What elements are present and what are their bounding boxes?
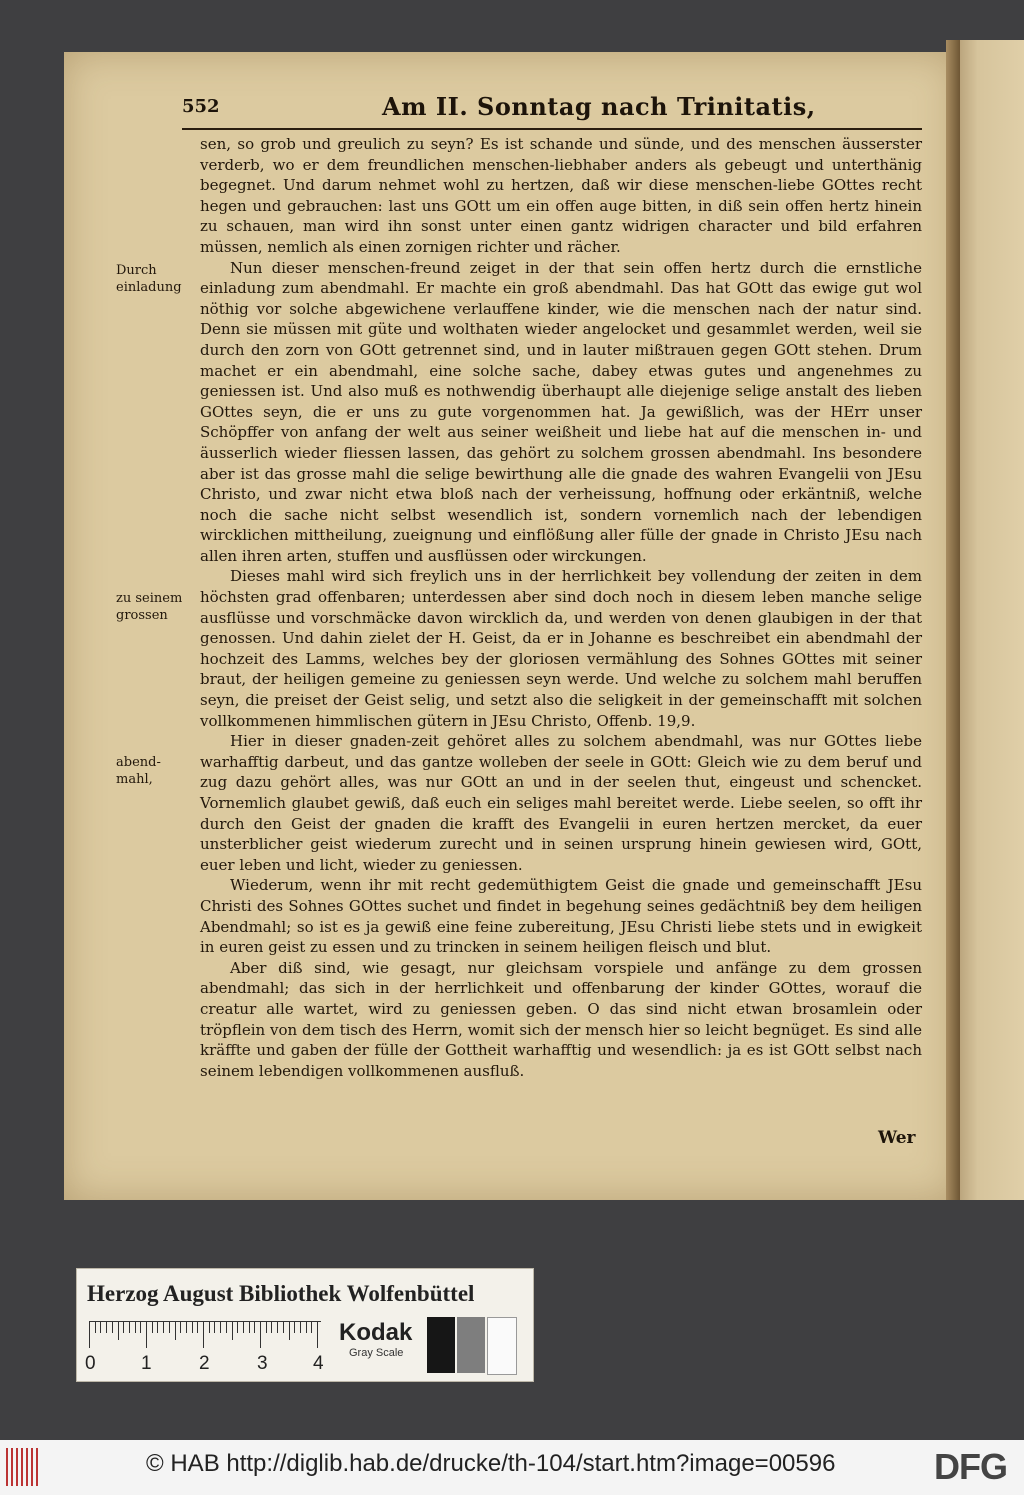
- ruler-tick: [232, 1322, 233, 1340]
- ruler-tick: [135, 1322, 136, 1333]
- body-text: [200, 134, 922, 1081]
- ruler-tick: [226, 1322, 227, 1333]
- ruler-tick: [169, 1322, 170, 1333]
- margin-note: zu seinem grossen: [116, 591, 183, 623]
- page-number: 552: [182, 96, 220, 117]
- ruler-tick: [283, 1322, 284, 1333]
- ruler-tick: [243, 1322, 244, 1333]
- ruler-tick: [186, 1322, 187, 1333]
- ruler-tick: [100, 1322, 101, 1333]
- ruler-tick: [277, 1322, 278, 1333]
- ruler-tick: [289, 1322, 290, 1340]
- ruler-tick: [197, 1322, 198, 1333]
- footer-bar: [0, 1440, 1024, 1495]
- ruler-tick: [271, 1322, 272, 1333]
- gray-patch-white: [487, 1317, 517, 1375]
- gray-patch-mid: [457, 1317, 485, 1373]
- ruler-tick: [214, 1322, 215, 1333]
- page-gutter: [946, 40, 960, 1200]
- kodak-logo: Kodak: [339, 1319, 413, 1346]
- ruler-tick: [192, 1322, 193, 1333]
- ruler-tick: [175, 1322, 176, 1340]
- ruler-tick: [254, 1322, 255, 1333]
- ruler-tick: [249, 1322, 250, 1333]
- ruler-tick: [106, 1322, 107, 1333]
- ruler-tick: [118, 1322, 119, 1340]
- margin-note: abend-mahl,: [116, 755, 161, 787]
- paragraph: Nun dieser menschen-freund zeiget in der that sein offen hertz durch die ernstliche einladung zum abendmahl. Er machte ein groß abendmahl. Das hat GOtt das ewige gut wol nöthig vor solche abgewichene verlauffene kinder, wie die menschen nach der natur sind. Denn sie müssen mit güte und wolthaten wieder angelocket und gesammlet werden, weil sie durch den zorn von GOtt getrennet sind, und in lauter mißtrauen gegen GOtt stehen. Drum machet er ein abendmahl, eine solche sache, dabey etwas gutes und angenehmes zu geniessen ist. Und also muß es nothwendig überhaupt alle diejenige selige anstalt des lieben GOttes seyn, die er uns zu gute vorgenommen hat. Ja gewißlich, was der HErr unser Schöpffer von anfang der welt aus seiner weißheit und liebe hat auf die menschen in- und äusserlich wieder fliessen lassen, das gehört zu solchem grossen abendmahl. Ins besondere aber ist das grosse mahl die selige bewirthung alle die gnade des wahren Evangelii von JEsu Christo, und zwar nicht etwa bloß nach der verheissung, hoffnung oder erkäntniß, welche noch die sache nicht selbst wesendlich ist, sondern vornemlich nach der lebendigen wircklichen mittheilung, zueignung und einflößung aller fülle der gnade in Christo JEsu nach allen ihren arten, stuffen und ausflüssen oder wirckungen.: [200, 258, 922, 565]
- ruler-tick: [220, 1322, 221, 1333]
- ruler-scale: [89, 1321, 321, 1350]
- ruler-tick: [95, 1322, 96, 1333]
- ruler-tick: [311, 1322, 312, 1333]
- ruler-tick: [140, 1322, 141, 1333]
- ruler-tick: [152, 1322, 153, 1333]
- ruler-label: 0: [85, 1353, 96, 1374]
- library-card: [76, 1268, 534, 1382]
- catchword: Wer: [878, 1128, 916, 1148]
- ruler-tick: [123, 1322, 124, 1333]
- ruler-tick: [317, 1322, 318, 1348]
- paragraph: Dieses mahl wird sich freylich uns in der herrlichkeit bey vollendung der zeiten in dem höchsten grad offenbaren; unterdessen aber sind doch noch in diesem leben manche selige ausflüsse und vorschmäcke davon wircklich da, und werden von denen glaubigen in der that genossen. Und dahin zielet der H. Geist, da er in Johanne es beschreibet ein abendmahl der hochzeit des Lamms, welches bey der gloriosen vermählung des Sohnes GOttes mit seiner braut, der heiligen gemeine zu geniessen seyn werde. Und welche zu solchem mahl beruffen seyn, die preiset der Geist selig, und setzt also die seligkeit in der gemeinschafft mit solchen vollkommenen himmlischen gütern in JEsu Christo, Offenb. 19,9.: [200, 567, 922, 730]
- hab-logo-icon: [6, 1448, 38, 1486]
- ruler-tick: [260, 1322, 261, 1348]
- gray-scale-label: Gray Scale: [349, 1347, 404, 1359]
- ruler-tick: [129, 1322, 130, 1333]
- ruler-tick: [112, 1322, 113, 1333]
- ruler-tick: [237, 1322, 238, 1333]
- ruler-label: 3: [257, 1353, 268, 1374]
- paragraph: Wiederum, wenn ihr mit recht gedemüthigtem Geist die gnade und gemeinschafft JEsu Christi des Sohnes GOttes suchet und findet in begehung seines gedächtniß bey dem heiligen Abendmahl; so ist es ja gewiß eine feine zubereitung, JEsu Christi liebe stets und in ewigkeit in euren geist zu essen und zu trincken in seinem heiligen fleisch und blut.: [200, 876, 922, 957]
- dfg-logo: DFG: [934, 1446, 1007, 1487]
- ruler-tick: [163, 1322, 164, 1333]
- ruler-tick: [203, 1322, 204, 1348]
- library-name: Herzog August Bibliothek Wolfenbüttel: [87, 1281, 475, 1306]
- ruler-tick: [266, 1322, 267, 1333]
- source-link[interactable]: © HAB http://diglib.hab.de/drucke/th-104/start.htm?image=00596: [146, 1450, 836, 1477]
- ruler-labels: [85, 1353, 335, 1375]
- running-title: Am II. Sonntag nach Trinitatis,: [382, 92, 816, 121]
- ruler-label: 2: [199, 1353, 210, 1374]
- running-head: [182, 92, 922, 124]
- ruler-label: 1: [141, 1353, 152, 1374]
- margin-note: Durch einladung: [116, 263, 182, 295]
- ruler-tick: [157, 1322, 158, 1333]
- paragraph: sen, so grob und greulich zu seyn? Es ist schande und sünde, und des menschen äusserster verderb, wo er dem freundlichen menschen-liebhaber anders als gebeugt und unterthänig begegnet. Und darum nehmet wohl zu hertzen, daß wir diese menschen-liebe GOttes recht hegen und gebrauchen: last uns GOtt um ein offen auge bitten, in diß sein offen hertz hinein zu schauen, man wird ihn sonst unter einen gantz widrigen character und bild erfahren müssen, nemlich als einen zornigen richter und rächer.: [200, 135, 922, 256]
- header-rule: [182, 128, 922, 130]
- ruler-tick: [306, 1322, 307, 1333]
- ruler-tick: [89, 1322, 90, 1348]
- paragraph: Aber diß sind, wie gesagt, nur gleichsam vorspiele und anfänge zu dem grossen abendmahl; das sich in der herrlichkeit und offenbarung der kinder GOttes, worauf die creatur alle wartet, wird zu geniessen geben. O das sind nicht etwan brosamlein oder tröpflein von dem tisch des Herrn, womit sich der mensch hier so leicht begnüget. Es sind alle kräffte und gaben der fülle der Gottheit warhafftig und wesendlich: ja es ist GOtt selbst nach seinem lebendigen vollkommenen ausfluß.: [200, 958, 922, 1080]
- ruler-tick: [294, 1322, 295, 1333]
- ruler-tick: [300, 1322, 301, 1333]
- facing-page-edge: [958, 40, 1024, 1200]
- ruler-label: 4: [313, 1353, 324, 1374]
- gray-patch-black: [427, 1317, 455, 1373]
- ruler-tick: [146, 1322, 147, 1348]
- ruler-tick: [209, 1322, 210, 1333]
- paragraph: Hier in dieser gnaden-zeit gehöret alles zu solchem abendmahl, was nur GOttes liebe warhafftig darbeut, und das gantze wolleben der seele in GOtt: Gleich wie zu dem beruf und zug dazu gehört alles, was nur GOtt an und in der seelen thut, eingeust und schencket. Vornemlich glaubet gewiß, daß euch ein seliges mahl bereitet werde. Liebe seelen, so offt ihr durch den Geist der gnaden die krafft des Evangelii in euren hertzen mercket, da euer unsterblicher geist wiederum zurecht und in seinen ursprung hinein gewiesen wird, GOtt, euer leben und licht, wieder zu geniessen.: [200, 732, 922, 874]
- ruler-tick: [180, 1322, 181, 1333]
